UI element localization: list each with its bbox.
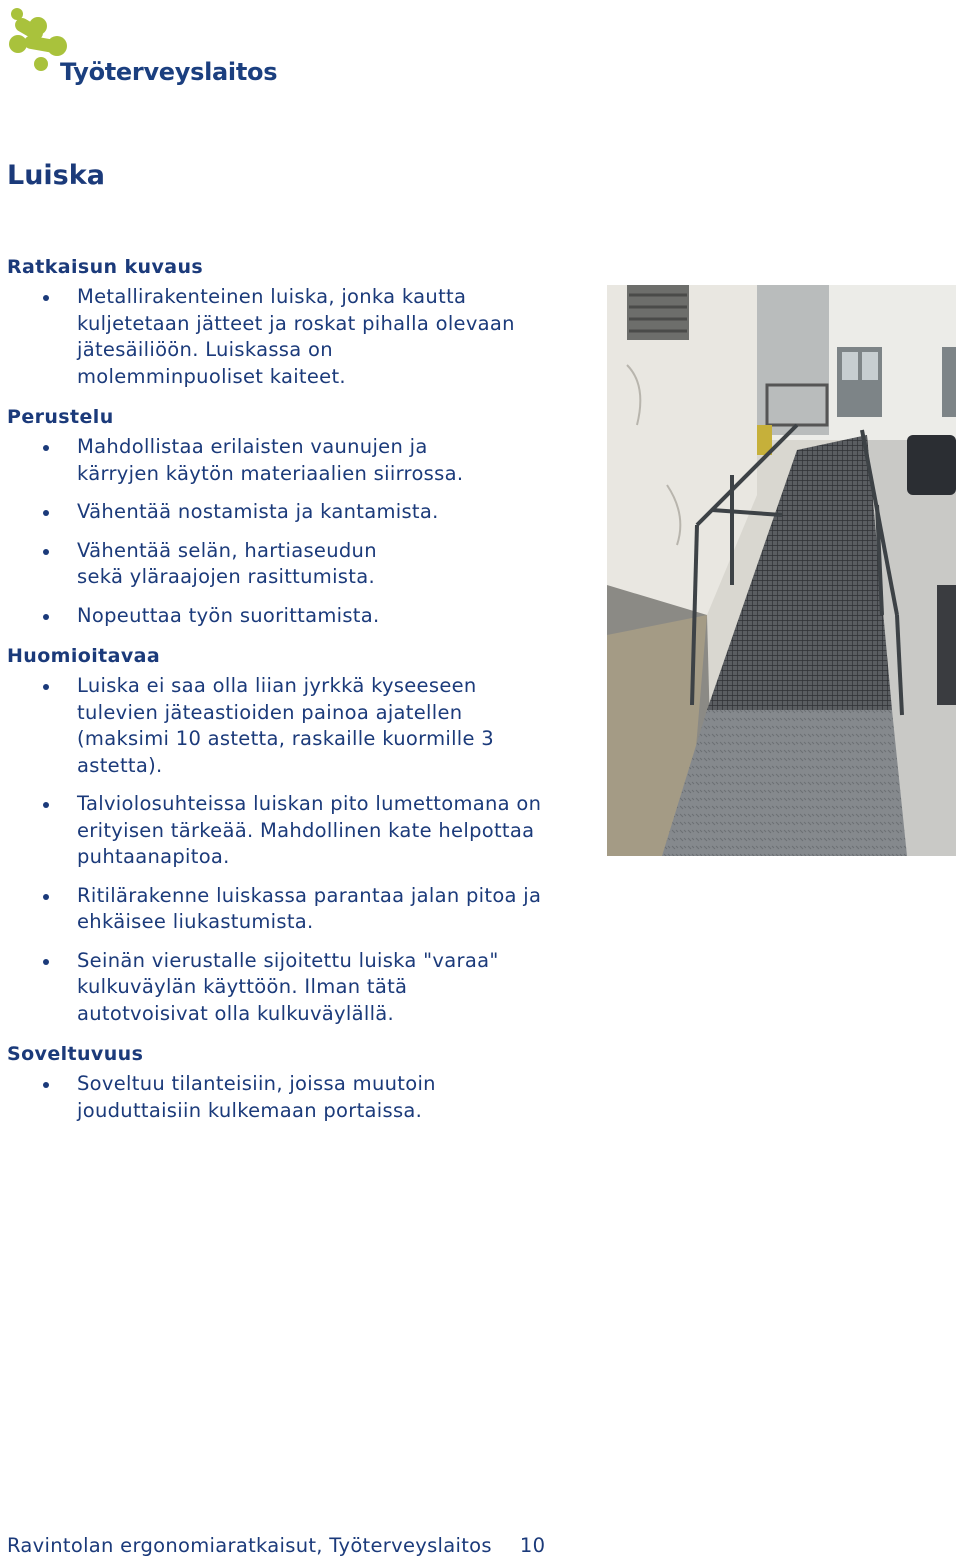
bullet-list: [7, 284, 597, 390]
section-perustelu: [7, 406, 597, 629]
section-heading: Huomioitavaa: [7, 645, 161, 667]
document-body: [7, 256, 597, 1140]
list-item: Metallirakenteinen luiska, jonka kautta kuljetetaan jätteet ja roskat pihalla olevaan jätesäiliöön. Luiskassa on molemminpuoliset kaiteet.: [7, 284, 517, 390]
list-item: Vähentää selän, hartiaseudun sekä yläraajojen rasittumista.: [7, 538, 407, 591]
page-title: Luiska: [7, 160, 105, 191]
list-item: Nopeuttaa työn suorittamista.: [7, 603, 597, 630]
ramp-illustration-icon: [607, 285, 956, 856]
list-item: Luiska ei saa olla liian jyrkkä kyseeseen tulevien jäteastioiden painoa ajatellen (maksimi 10 astetta, raskaille kuormille 3 astetta).: [7, 673, 537, 779]
list-item: Mahdollistaa erilaisten vaunujen ja kärryjen käytön materiaalien siirrossa.: [7, 434, 497, 487]
list-item: Ritilärakenne luiskassa parantaa jalan pitoa ja ehkäisee liukastumista.: [7, 883, 587, 936]
section-soveltuvuus: [7, 1043, 597, 1124]
footer-text: Ravintolan ergonomiaratkaisut, Työterveyslaitos: [7, 1534, 492, 1557]
ramp-photo: [607, 285, 956, 856]
page-footer: [7, 1534, 545, 1557]
list-item: Talviolosuhteissa luiskan pito lumettomana on erityisen tärkeää. Mahdollinen kate helpottaa puhtaanapitoa.: [7, 791, 587, 871]
section-heading: Soveltuvuus: [7, 1043, 144, 1065]
section-huomioitavaa: [7, 645, 597, 1027]
logo: [4, 4, 278, 94]
section-ratkaisun-kuvaus: [7, 256, 597, 390]
page-number: 10: [519, 1534, 546, 1557]
list-item: Seinän vierustalle sijoitettu luiska "varaa" kulkuväylän käyttöön. Ilman tätä autotvoisivat olla kulkuväylällä.: [7, 948, 537, 1028]
list-item: Vähentää nostamista ja kantamista.: [7, 499, 597, 526]
section-heading: Perustelu: [7, 406, 114, 428]
section-heading: Ratkaisun kuvaus: [7, 256, 204, 278]
bullet-list: [7, 1071, 597, 1124]
list-item: Soveltuu tilanteisiin, joissa muutoin jouduttaisiin kulkemaan portaissa.: [7, 1071, 477, 1124]
bullet-list: [7, 673, 597, 1027]
bullet-list: [7, 434, 597, 629]
logo-text: Työterveyslaitos: [60, 58, 278, 86]
